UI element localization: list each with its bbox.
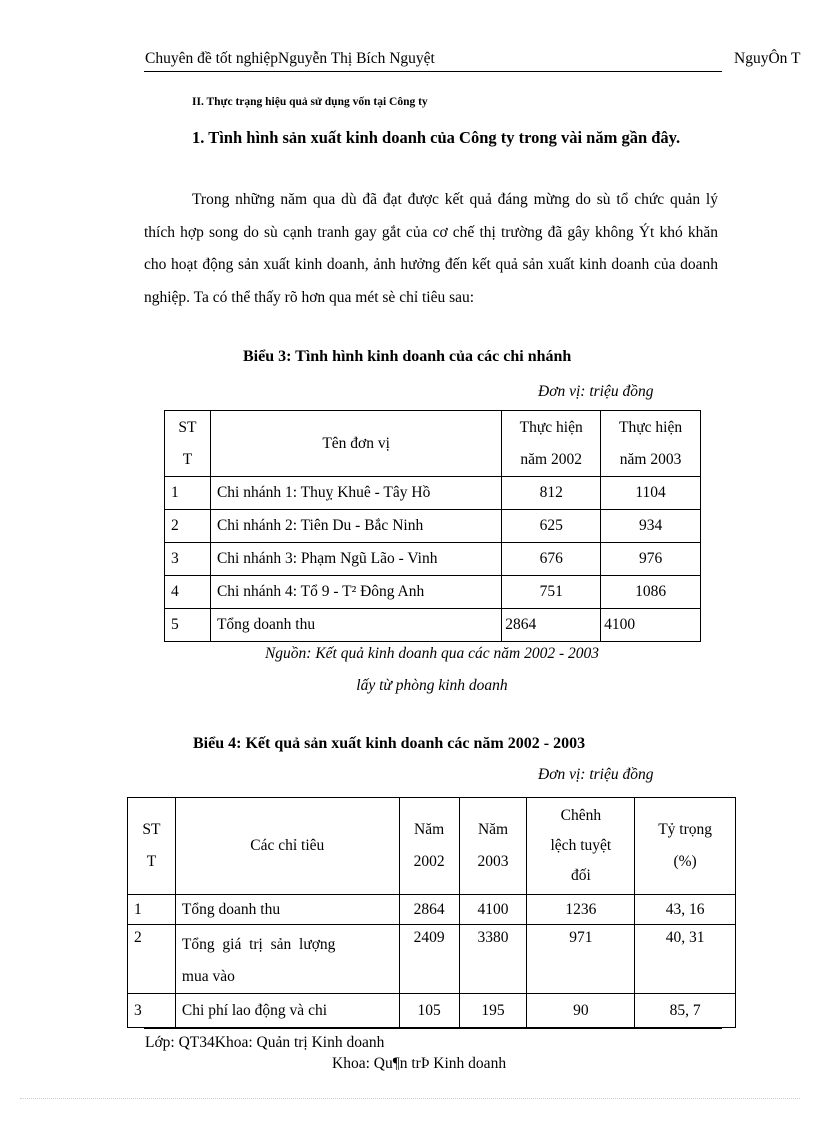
table1-unit: Đơn vị: triệu đồng bbox=[538, 383, 654, 400]
row-2002: 2864 bbox=[399, 895, 459, 925]
row-2003: 976 bbox=[601, 543, 701, 576]
section-title: II. Thực trạng hiệu quả sử dụng vốn tại Công ty bbox=[192, 96, 428, 108]
col-diff-header: Chênh lệch tuyệt đối bbox=[527, 798, 635, 895]
col-stt-header: ST T bbox=[165, 411, 211, 477]
row-name: Tổng doanh thu bbox=[175, 895, 399, 925]
row-2003: 1086 bbox=[601, 576, 701, 609]
table1-caption: Biểu 3: Tình hình kinh doanh của các chi nhánh bbox=[243, 348, 572, 365]
footer-class: Lớp: QT34Khoa: Quản trị Kinh doanh bbox=[145, 1034, 385, 1051]
row-stt: 2 bbox=[165, 510, 211, 543]
footer-rule bbox=[144, 1028, 722, 1029]
table-row bbox=[128, 925, 736, 994]
subsection-heading: 1. Tình hình sản xuất kinh doanh của Công ty trong vài năm gần đây. bbox=[192, 128, 681, 147]
header-rule bbox=[144, 71, 722, 72]
row-diff: 1236 bbox=[527, 895, 635, 925]
row-stt: 1 bbox=[128, 895, 176, 925]
row-2003: 4100 bbox=[459, 895, 527, 925]
row-stt: 2 bbox=[128, 925, 176, 994]
row-stt: 5 bbox=[165, 609, 211, 642]
row-name: Chi nhánh 3: Phạm Ngũ Lão - Vinh bbox=[210, 543, 501, 576]
table-header-row bbox=[165, 411, 701, 477]
row-stt: 3 bbox=[128, 994, 176, 1028]
results-table bbox=[127, 797, 736, 1028]
table-row-total bbox=[165, 609, 701, 642]
page-break-line bbox=[20, 1098, 800, 1099]
table-row bbox=[165, 576, 701, 609]
row-2003: 1104 bbox=[601, 477, 701, 510]
col-2003-header: Năm 2003 bbox=[459, 798, 527, 895]
table-row bbox=[128, 994, 736, 1028]
row-2002: 2864 bbox=[502, 609, 601, 642]
row-name: Chi nhánh 4: Tổ 9 - T² Đông Anh bbox=[210, 576, 501, 609]
table1-source-line2: lấy từ phòng kinh doanh bbox=[356, 677, 508, 694]
row-ratio: 43, 16 bbox=[635, 895, 736, 925]
row-name: Tổng giá trị sản lượng mua vào bbox=[175, 925, 399, 994]
table2-unit: Đơn vị: triệu đồng bbox=[538, 766, 654, 783]
body-paragraph: Trong những năm qua dù đã đạt được kết quả đáng mừng do sù tổ chức quản lý thích hợp song do sù cạnh tranh gay gắt của cơ chế thị trường đã gây không Ýt khó khăn cho hoạt động sản xuất kinh doanh, ảnh hưởng đến kết quả sản xuất kinh doanh của doanh nghiệp. Ta có thể thấy rõ hơn qua mét sè chỉ tiêu sau: bbox=[144, 191, 718, 307]
table1-source-line1: Nguồn: Kết quả kinh doanh qua các năm 2002 - 2003 bbox=[264, 645, 600, 662]
row-2003: 4100 bbox=[601, 609, 701, 642]
table-row bbox=[165, 510, 701, 543]
col-2002-header: Năm 2002 bbox=[399, 798, 459, 895]
row-diff: 971 bbox=[527, 925, 635, 994]
col-2002-header: Thực hiện năm 2002 bbox=[502, 411, 601, 477]
header-author: NguyÔn T bbox=[734, 50, 801, 67]
row-2002: 751 bbox=[502, 576, 601, 609]
col-2003-header: Thực hiện năm 2003 bbox=[601, 411, 701, 477]
table2-caption: Biểu 4: Kết quả sản xuất kinh doanh các năm 2002 - 2003 bbox=[193, 735, 586, 752]
footer-faculty: Khoa: Qu¶n trÞ Kinh doanh bbox=[332, 1055, 507, 1072]
col-name-header: Các chỉ tiêu bbox=[175, 798, 399, 895]
row-stt: 1 bbox=[165, 477, 211, 510]
table-row bbox=[165, 543, 701, 576]
col-ratio-header: Tỷ trọng (%) bbox=[635, 798, 736, 895]
row-diff: 90 bbox=[527, 994, 635, 1028]
row-2003: 195 bbox=[459, 994, 527, 1028]
row-2002: 625 bbox=[502, 510, 601, 543]
table-row bbox=[165, 477, 701, 510]
row-2003: 3380 bbox=[459, 925, 527, 994]
row-stt: 3 bbox=[165, 543, 211, 576]
branch-table bbox=[164, 410, 701, 642]
row-2002: 2409 bbox=[399, 925, 459, 994]
row-ratio: 85, 7 bbox=[635, 994, 736, 1028]
row-name: Tổng doanh thu bbox=[210, 609, 501, 642]
table-row bbox=[128, 895, 736, 925]
row-2002: 676 bbox=[502, 543, 601, 576]
row-ratio: 40, 31 bbox=[635, 925, 736, 994]
row-2002: 105 bbox=[399, 994, 459, 1028]
table-header-row bbox=[128, 798, 736, 895]
col-stt-header: ST T bbox=[128, 798, 176, 895]
row-2002: 812 bbox=[502, 477, 601, 510]
col-name-header: Tên đơn vị bbox=[210, 411, 501, 477]
row-2003: 934 bbox=[601, 510, 701, 543]
row-name: Chi nhánh 2: Tiên Du - Bắc Ninh bbox=[210, 510, 501, 543]
row-name: Chi nhánh 1: Thuỵ Khuê - Tây Hồ bbox=[210, 477, 501, 510]
row-stt: 4 bbox=[165, 576, 211, 609]
header-title: Chuyên đề tốt nghiệpNguyễn Thị Bích Nguyệt bbox=[145, 50, 435, 67]
row-name: Chi phí lao động và chi bbox=[175, 994, 399, 1028]
